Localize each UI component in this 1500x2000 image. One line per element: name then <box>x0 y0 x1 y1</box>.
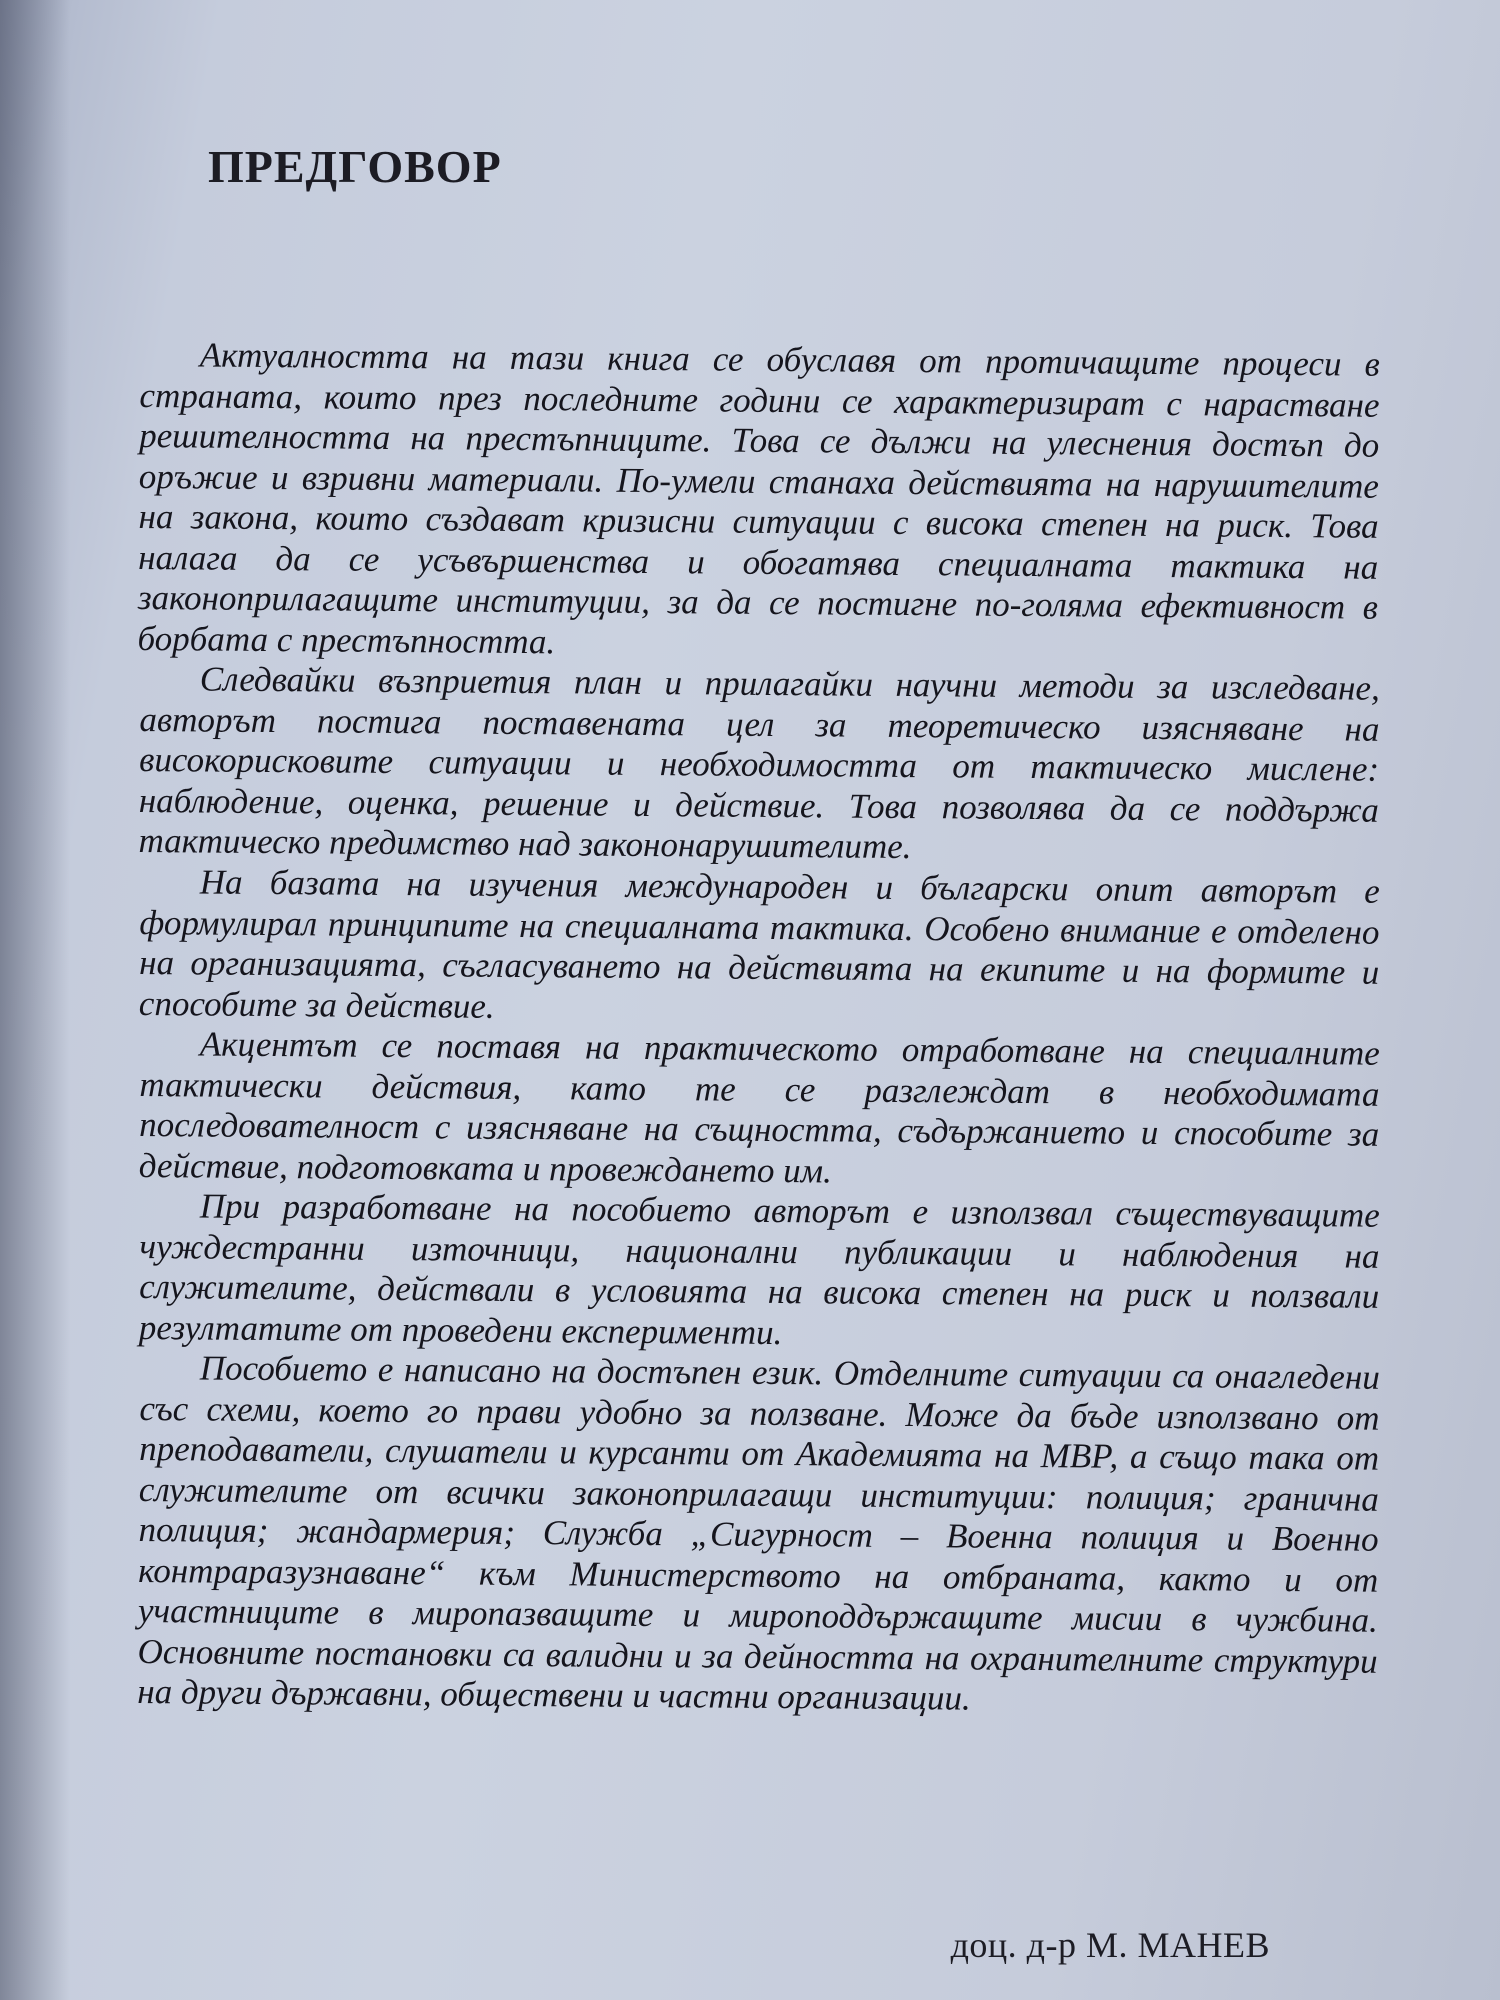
paragraph: При разработване на пособието авторът е използвал съществуващите чуждестранни източници, национални публикации и наблюдения на служителите, действали в условията на висока степен на риск и ползвали резултатите от проведени експерименти. <box>138 1185 1380 1352</box>
paragraph: Следвайки възприетия план и прилагайки научни методи за изследване, авторът постига поставената цел за теоретическо изясняване на високорисковите ситуации и необходимостта от тактическо мислене: наблюдение, оценка, решение и действие. Това позволява да се поддържа тактическо предимство над закононарушителите. <box>138 659 1380 867</box>
paragraph: Акцентът се поставя на практическото отработване на специалните тактически действия, като те се разглеждат в необходимата последователност с изясняване на същността, съдържанието и способите за действие, подготовката и провеждането им. <box>138 1023 1380 1190</box>
page-shadow <box>0 0 70 2000</box>
paragraph: На базата на изучения международен и български опит авторът е формулирал принципите на специалната тактика. Особено внимание е отделено на организацията, съгласуването на действията на екипите и на формите и способите за действие. <box>138 861 1380 1025</box>
paragraph: Пособието е написано на достъпен език. Отделните ситуации са онагледени със схеми, което го прави удобно за ползване. Може да бъде използвано от преподаватели, слушатели и курсанти от Академията на МВР, а също така от служителите от всички законоприлагащи институции: полиция; гранична полиция; жандармерия; Служба „Сигурност – Военна полиция и Военно контраразузнаване“ към Министерството на отбраната, както и от участниците в миропазващите и мироподдържащите мисии в чужбина. Основните постановки са валидни и за дейността на охранителните структури на други държавни, обществени и частни организации. <box>137 1347 1380 1718</box>
page-title: ПРЕДГОВОР <box>208 141 502 192</box>
author-signature: доц. д-р М. МАНЕВ <box>950 1925 1270 1965</box>
preface-body <box>137 335 1380 1718</box>
book-page <box>137 0 1390 2000</box>
paragraph: Актуалността на тази книга се обуславя от протичащите процеси в страната, които през последните години се характеризират с нарастване решителността на престъпниците. Това се дължи на улеснения достъп до оръжие и взривни материали. По-умели станаха действията на нарушителите на закона, които създават кризисни ситуации с висока степен на риск. Това налага да се усъвършенства и обогатява специалната тактика на законоприлагащите институции, за да се постигне по-голяма ефективност в борбата с престъпността. <box>137 335 1380 661</box>
